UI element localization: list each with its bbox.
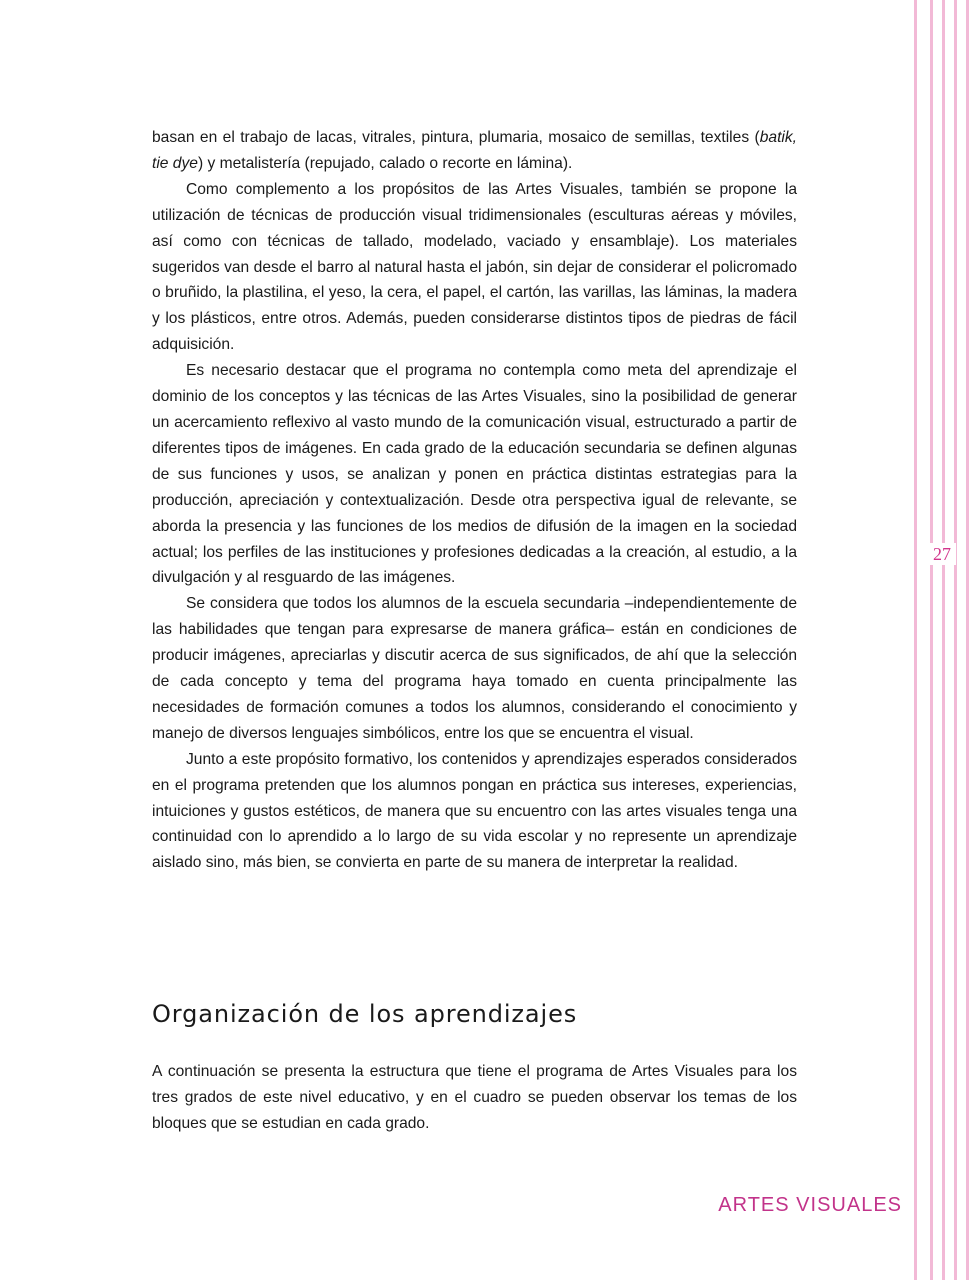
stripe (966, 0, 969, 1280)
body-text (152, 125, 797, 876)
paragraph-1: basan en el trabajo de lacas, vitrales, pintura, plumaria, mosaico de semillas, textiles (batik, tie dye) y metalistería (repujado, calado o recorte en lámina). (152, 129, 797, 172)
stripe (954, 0, 957, 1280)
stripe (942, 0, 945, 1280)
paragraph-5: Junto a este propósito formativo, los contenidos y aprendizajes esperados considerados en el programa pretenden que los alumnos pongan en práctica sus intereses, experiencias, intuiciones y gustos estéticos, de manera que su encuentro con las artes visuales tenga una continuidad con lo aprendido a lo largo de su vida escolar y no represente un aprendizaje aislado sino, más bien, se convierta en parte de su manera de interpretar la realidad. (152, 750, 797, 872)
stripe (930, 0, 933, 1280)
decorative-stripes (912, 0, 972, 1280)
paragraph-4: Se considera que todos los alumnos de la escuela secundaria –independientemente de las habilidades que tengan para expresarse de manera gráfica– están en condiciones de producir imágenes, apreciarlas y discutir acerca de sus significados, de ahí que la selección de cada concepto y tema del programa haya tomado en cuenta principalmente las necesidades de formación comunes a todos los alumnos, considerando el conocimiento y manejo de diversos lenguajes simbólicos, entre los que se encuentra el visual. (152, 595, 797, 742)
paragraph-2: Como complemento a los propósitos de las Artes Visuales, también se propone la utilización de técnicas de producción visual tridimensionales (esculturas aéreas y móviles, así como con técnicas de tallado, modelado, vaciado y ensamblaje). Los materiales sugeridos van desde el barro al natural hasta el jabón, sin dejar de considerar el policromado o bruñido, la plastilina, el yeso, la cera, el papel, el cartón, las varillas, las láminas, la madera y los plásticos, entre otros. Además, pueden considerarse distintos tipos de piedras de fácil adquisición. (152, 180, 797, 354)
stripe (914, 0, 917, 1280)
section-heading: Organización de los aprendizajes (152, 1000, 578, 1028)
section-intro: A continuación se presenta la estructura que tiene el programa de Artes Visuales para los tres grados de este nivel educativo, y en el cuadro se pueden observar los temas de los bloques que se estudian en cada grado. (152, 1063, 797, 1132)
footer-section-label: ARTES VISUALES (718, 1194, 902, 1216)
page-number: 27 (928, 543, 956, 565)
paragraph-3: Es necesario destacar que el programa no contempla como meta del aprendizaje el dominio de los conceptos y las técnicas de las Artes Visuales, sino la posibilidad de generar un acercamiento reflexivo al vasto mundo de la comunicación visual, estructurado a partir de diferentes tipos de imágenes. En cada grado de la educación secundaria se definen algunas de sus funciones y usos, se analizan y ponen en práctica distintas estrategias para la producción, apreciación y contextualización. Desde otra perspectiva igual de relevante, se aborda la presencia y las funciones de los medios de difusión de la imagen en la sociedad actual; los perfiles de las instituciones y profesiones dedicadas a la creación, al estudio, a la divulgación y al resguardo de las imágenes. (152, 362, 797, 587)
